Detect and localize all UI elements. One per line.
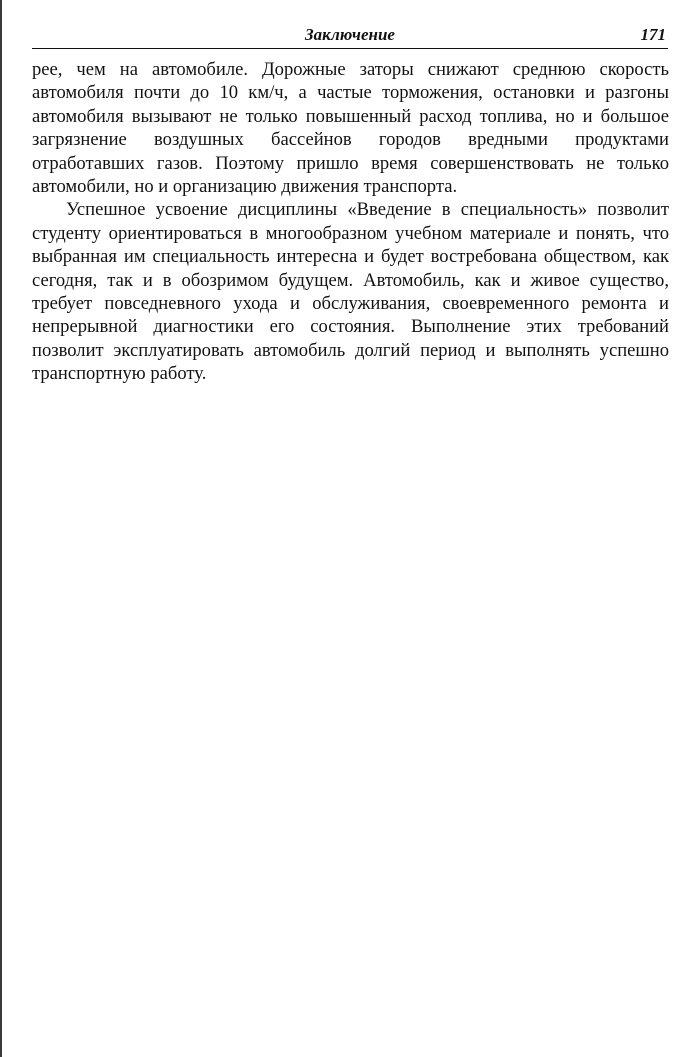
chapter-title: Заключение [305,25,395,44]
page-number: 171 [640,25,666,44]
paragraph-continued: рее, чем на автомобиле. Дорожные заторы снижают среднюю скорость автомобиля почти до 10 км/ч, а частые торможения, остановки и разгоны автомобиля вызывают не только повышенный расход топлива, но и большое загрязнение воздушных бассейнов городов вредными продуктами отработавших газов. Поэтому пришло время совершенствовать не только автомобили, но и организацию движения транспорта. [32,59,669,198]
paragraph: Успешное усвоение дисциплины «Введение в специальность» позволит студенту ориентироваться в многообразном учебном материале и понять, что выбранная им специальность интересна и будет востребована обществом, как сегодня, так и в обозримом будущем. Автомобиль, как и живое существо, требует повседневного ухода и обслуживания, своевременного ремонта и непрерывной диагностики его состояния. Выполнение этих требований позволит эксплуатировать автомобиль долгий период и выполнять успешно транспортную работу. [32,199,669,385]
running-header [32,22,668,49]
page-edge [0,0,2,1057]
body-text [32,58,669,386]
